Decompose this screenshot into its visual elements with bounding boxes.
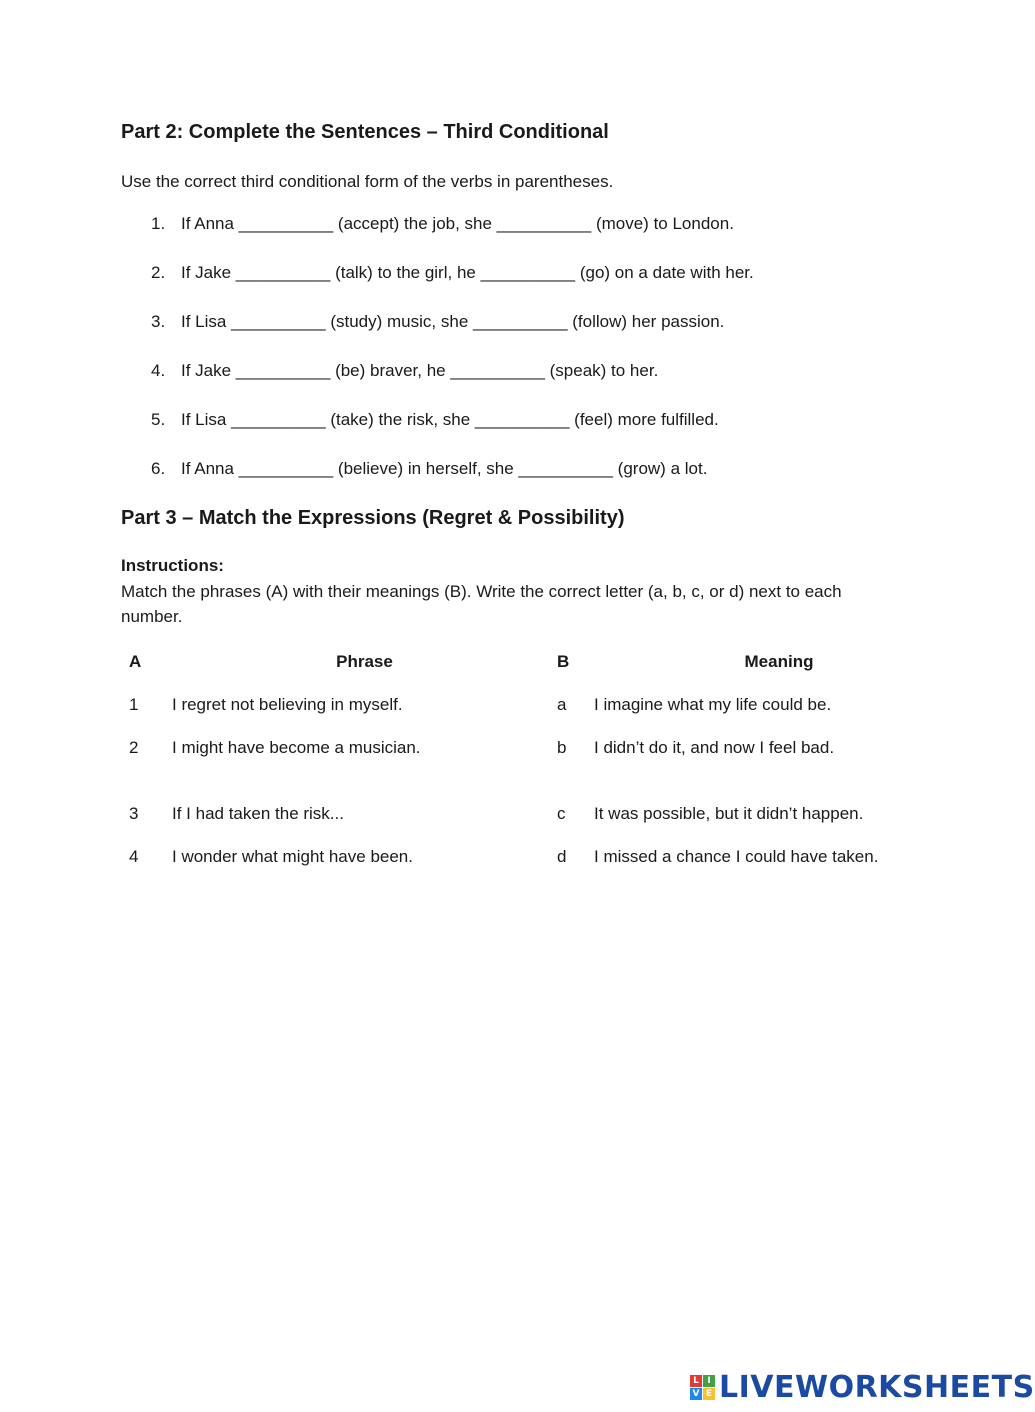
match-table bbox=[121, 650, 964, 911]
row-phrase: I regret not believing in myself. bbox=[172, 695, 403, 714]
row-meaning: I missed a chance I could have taken. bbox=[594, 847, 879, 866]
logo-text: LIVEWORKSHEETS bbox=[719, 1370, 1035, 1405]
row-phrase: If I had taken the risk... bbox=[172, 804, 344, 823]
col-meaning-header: Meaning bbox=[744, 652, 814, 671]
row-num: 4 bbox=[129, 847, 139, 866]
logo-blocks-icon: L I V E bbox=[690, 1375, 715, 1400]
row-meaning: It was possible, but it didn’t happen. bbox=[594, 804, 864, 823]
list-item: 6. If Anna __________ (believe) in herself, she __________ (grow) a lot. bbox=[151, 459, 708, 478]
liveworksheets-logo bbox=[690, 1370, 1035, 1405]
row-letter: d bbox=[557, 847, 567, 866]
table-row bbox=[121, 693, 964, 736]
row-meaning: I imagine what my life could be. bbox=[594, 695, 832, 714]
row-meaning: I didn’t do it, and now I feel bad. bbox=[594, 738, 835, 757]
col-phrase-header: Phrase bbox=[336, 652, 393, 671]
row-phrase: I wonder what might have been. bbox=[172, 847, 413, 866]
list-item: 1. If Anna __________ (accept) the job, she __________ (move) to London. bbox=[151, 214, 734, 233]
row-letter: b bbox=[557, 738, 567, 757]
table-header-row bbox=[121, 650, 964, 693]
part3-title: Part 3 – Match the Expressions (Regret & Possibility) bbox=[121, 507, 625, 529]
row-num: 2 bbox=[129, 738, 139, 757]
list-item: 3. If Lisa __________ (study) music, she __________ (follow) her passion. bbox=[151, 312, 725, 331]
instructions-text: Match the phrases (A) with their meanings (B). Write the correct letter (a, b, c, or d) next to each number. bbox=[121, 582, 842, 626]
part2-instruction: Use the correct third conditional form of the verbs in parentheses. bbox=[121, 172, 614, 191]
row-phrase: I might have become a musician. bbox=[172, 738, 421, 757]
list-item: 4. If Jake __________ (be) braver, he __________ (speak) to her. bbox=[151, 361, 659, 380]
col-a-header: A bbox=[129, 652, 142, 671]
col-b-header: B bbox=[557, 652, 570, 671]
sentence-list bbox=[151, 214, 754, 508]
row-num: 1 bbox=[129, 695, 139, 714]
row-num: 3 bbox=[129, 804, 139, 823]
instructions-label: Instructions: bbox=[121, 556, 224, 575]
list-item: 5. If Lisa __________ (take) the risk, she __________ (feel) more fulfilled. bbox=[151, 410, 719, 429]
row-letter: a bbox=[557, 695, 567, 714]
row-letter: c bbox=[557, 804, 566, 823]
part2-title: Part 2: Complete the Sentences – Third Conditional bbox=[121, 121, 609, 143]
table-row bbox=[121, 802, 964, 845]
table-row bbox=[121, 736, 964, 802]
list-item: 2. If Jake __________ (talk) to the girl, he __________ (go) on a date with her. bbox=[151, 263, 754, 282]
table-row bbox=[121, 845, 964, 911]
